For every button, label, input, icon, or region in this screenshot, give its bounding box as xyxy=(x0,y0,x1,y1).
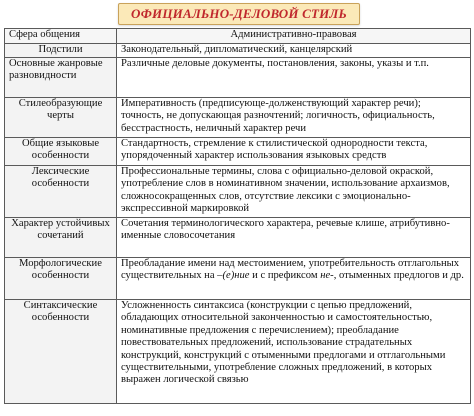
row-content xyxy=(117,258,471,300)
table-row-morphological-features xyxy=(5,258,471,300)
page-title: ОФИЦИАЛЬНО-ДЕЛОВОЙ СТИЛЬ xyxy=(131,6,347,21)
style-characteristics-table xyxy=(4,28,471,404)
row-content: Законодательный, дипломатический, канцелярский xyxy=(117,44,471,58)
row-content: Сочетания терминологического характера, речевые клише, атрибутивно-именные словосочетания xyxy=(117,218,471,258)
row-content: Стандартность, стремление к стилистической однородности текста, упорядоченный характер использования языковых средств xyxy=(117,138,471,166)
row-label: Характер устойчивых сочетаний xyxy=(5,218,117,258)
row-content: Различные деловые документы, постановления, законы, указы и т.п. xyxy=(117,58,471,98)
table-row-language-features xyxy=(5,138,471,166)
table-header-row xyxy=(5,29,471,44)
table-row-genres xyxy=(5,58,471,98)
header-sphere-label: Сфера общения xyxy=(5,29,117,44)
morph-suffix-text: (е)ние xyxy=(222,270,250,282)
header-sphere-value: Административно-правовая xyxy=(117,29,471,44)
row-content: Императивность (предписующе-долженствующий характер речи); точность, не допускающая разночтений; логичность, официальность, бесстрастность, неличный характер речи xyxy=(117,98,471,138)
table-row-substyles xyxy=(5,44,471,58)
title-banner xyxy=(118,3,360,25)
table-row-lexical-features xyxy=(5,166,471,218)
row-label: Общие языковые особенности xyxy=(5,138,117,166)
row-content: Профессиональные термины, слова с официально-деловой окраской, употребление слов в номинативном значении, использование архаизмов, сложносокращенных слов, отсутствие лексики с эмоционально-экспрессивной маркировкой xyxy=(117,166,471,218)
table-row-set-phrases xyxy=(5,218,471,258)
table-row-style-features xyxy=(5,98,471,138)
table-row-syntactic-features xyxy=(5,300,471,404)
row-label: Стилеобразующие черты xyxy=(5,98,117,138)
morph-prefix-text: не- xyxy=(320,270,334,282)
row-label: Подстили xyxy=(5,44,117,58)
row-content: Усложненность синтаксиса (конструкции с цепью предложений, обладающих относительной законченностью и самостоятельностью, номинативные предложения с перечислением); преобладание повествовательных предложений, использование страдательных конструкций, конструкций с отыменными предлогами и отглагольными существительными, употребление сложных предложений, в которых выражен логической связью xyxy=(117,300,471,404)
morph-text-2: и с префиксом xyxy=(249,270,321,282)
morph-text-3: , отыменных предлогов и др. xyxy=(333,270,464,282)
row-label: Морфологические особенности xyxy=(5,258,117,300)
row-label: Синтаксические особенности xyxy=(5,300,117,404)
row-label: Основные жанровые разновидности xyxy=(5,58,117,98)
morph-text-1: Преобладание имени над местоимением, употребительность отглагольных существительных на – xyxy=(121,258,460,282)
row-label: Лексические особенности xyxy=(5,166,117,218)
